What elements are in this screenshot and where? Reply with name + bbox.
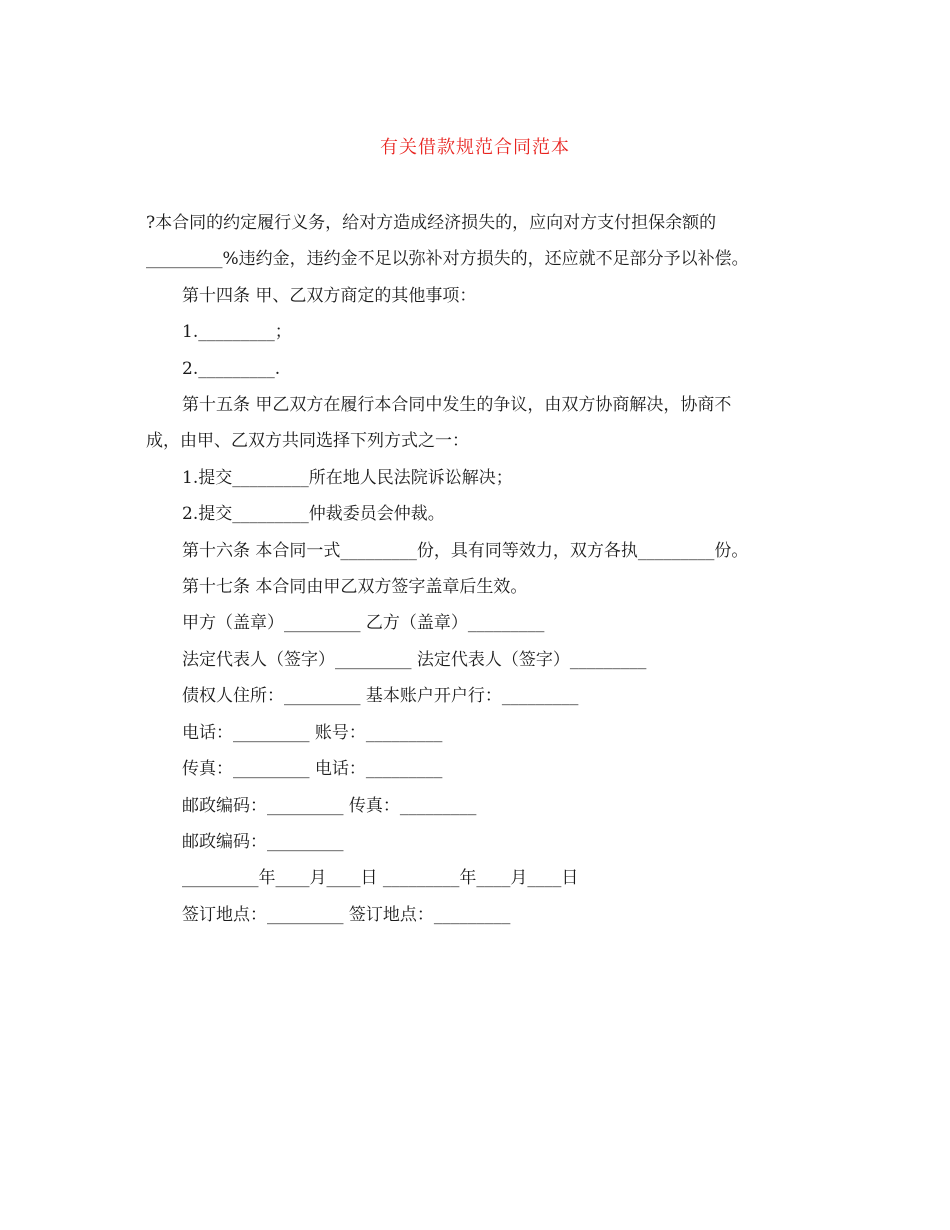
clause-16: 第十六条 本合同一式_________份，具有同等效力，双方各执_________份。 (182, 540, 749, 561)
signature-postcode: 邮政编码：_________ (182, 831, 344, 852)
signature-fax-phone: 传真：_________ 电话：_________ (182, 759, 443, 780)
signature-postcode-fax: 邮政编码：_________ 传真：_________ (182, 795, 477, 816)
clause-14-item-1: 1._________； (182, 322, 292, 343)
signature-phone-account: 电话：_________ 账号：_________ (182, 722, 443, 743)
clause-15-option-1: 1.提交_________所在地人民法院诉讼解决； (182, 467, 513, 488)
document-title: 有关借款规范合同范本 (380, 137, 570, 158)
document-body (146, 205, 806, 933)
clause-15-continued: 成，由甲、乙双方共同选择下列方式之一： (146, 431, 469, 452)
clause-15-heading: 第十五条 甲乙双方在履行本合同中发生的争议，由双方协商解决，协商不 (182, 395, 732, 416)
signature-party-seals: 甲方（盖章）_________ 乙方（盖章）_________ (182, 613, 545, 634)
body-line: ?本合同的约定履行义务，给对方造成经济损失的，应向对方支付担保余额的 (146, 213, 717, 233)
clause-15-option-2: 2.提交_________仲裁委员会仲裁。 (182, 504, 445, 525)
clause-14-heading: 第十四条 甲、乙双方商定的其他事项： (182, 285, 477, 306)
signature-legal-representatives: 法定代表人（签字）_________ 法定代表人（签字）_________ (182, 649, 647, 670)
clause-17: 第十七条 本合同由甲乙双方签字盖章后生效。 (182, 577, 528, 598)
clause-14-item-2: 2._________. (182, 358, 281, 379)
body-line: _________%违约金，违约金不足以弥补对方损失的，还应就不足部分予以补偿。 (146, 249, 749, 270)
signature-dates: _________年____月____日 _________年____月____日 (182, 868, 579, 889)
signature-address-bank: 债权人住所：_________ 基本账户开户行：_________ (182, 686, 579, 707)
signature-place: 签订地点：_________ 签订地点：_________ (182, 904, 511, 925)
